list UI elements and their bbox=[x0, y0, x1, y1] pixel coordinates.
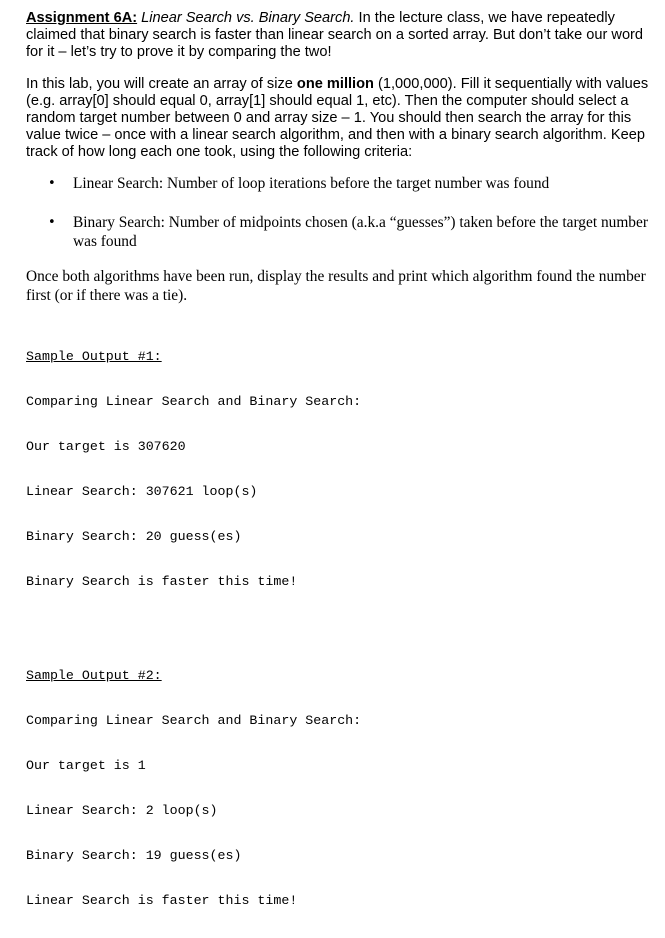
sample-output-line: Linear Search is faster this time! bbox=[26, 893, 298, 908]
list-item-binary-criterion bbox=[26, 213, 656, 251]
criterion-text: Binary Search: Number of midpoints chosen (a.k.a “guesses”) taken before the target number was found bbox=[73, 214, 648, 250]
sample-output-line: Comparing Linear Search and Binary Search: bbox=[26, 394, 362, 409]
lab-text-before: In this lab, you will create an array of size bbox=[26, 76, 297, 92]
intro-text: In the lecture class, we have repeatedly claimed that binary search is faster than linear search on a sorted array. But don’t take our word for it – let’s try to prove it by comparing the two! bbox=[26, 10, 644, 60]
assignment-subtitle: Linear Search vs. Binary Search. bbox=[141, 10, 355, 26]
sample-output-line: Comparing Linear Search and Binary Search: bbox=[26, 713, 362, 728]
sample-output-title: Sample Output #2: bbox=[26, 668, 162, 683]
lab-paragraph bbox=[26, 76, 656, 161]
document-page bbox=[26, 6, 656, 938]
criterion-text: Linear Search: Number of loop iterations before the target number was found bbox=[73, 175, 550, 192]
sample-output-line: Our target is 1 bbox=[26, 758, 146, 773]
sample-output-title: Sample Output #1: bbox=[26, 349, 162, 364]
sample-output-2 bbox=[26, 638, 656, 938]
assignment-title: Assignment 6A: bbox=[26, 10, 138, 26]
sample-output-line: Binary Search: 20 guess(es) bbox=[26, 529, 242, 544]
sample-output-1 bbox=[26, 319, 656, 619]
criteria-list bbox=[26, 174, 656, 251]
lab-bold-size: one million bbox=[296, 76, 374, 92]
sample-output-line: Binary Search: 19 guess(es) bbox=[26, 848, 242, 863]
list-item-linear-criterion bbox=[26, 174, 656, 193]
bullet-icon: • bbox=[48, 176, 56, 191]
sample-output-line: Linear Search: 2 loop(s) bbox=[26, 803, 218, 818]
bullet-icon: • bbox=[48, 215, 56, 230]
sample-output-line: Linear Search: 307621 loop(s) bbox=[26, 484, 258, 499]
lab-text-after: (1,000,000). Fill it sequentially with values (e.g. array[0] should equal 0, array[1] should equal 1, etc). Then the computer should select a random target number between 0 and array size – 1. You should then search the array for this value twice – once with a linear search algorithm, and then with a binary search algorithm. Keep track of how long each one took, using the following criteria: bbox=[26, 76, 649, 160]
intro-paragraph bbox=[26, 10, 656, 61]
closing-paragraph: Once both algorithms have been run, display the results and print which algorithm found the number first (or if there was a tie). bbox=[26, 268, 646, 304]
sample-output-line: Our target is 307620 bbox=[26, 439, 186, 454]
sample-output-line: Binary Search is faster this time! bbox=[26, 574, 298, 589]
